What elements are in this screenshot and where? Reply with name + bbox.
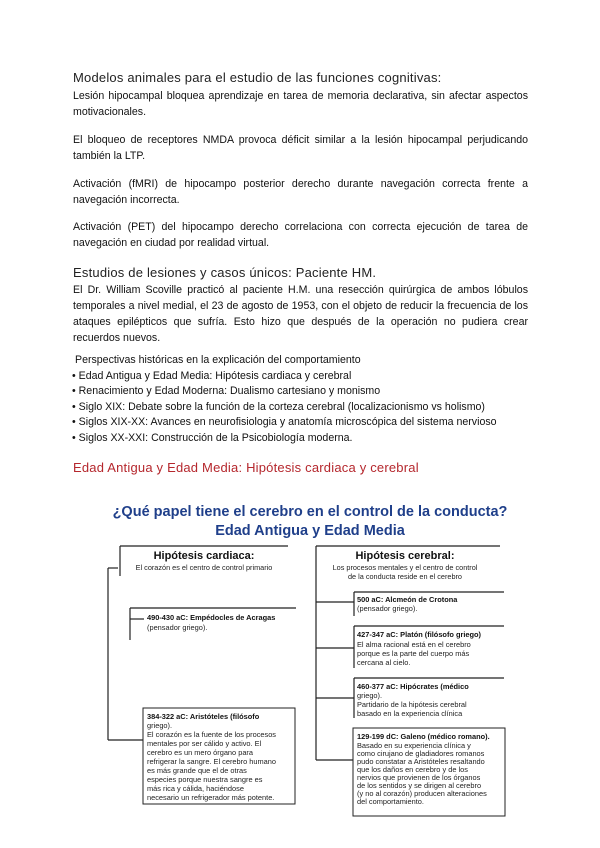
section-title-animal-models: Modelos animales para el estudio de las funciones cognitivas: bbox=[73, 70, 442, 85]
paragraph-fmri: Activación (fMRI) de hipocampo posterior derecho durante navegación correcta frente a navegación incorrecta. bbox=[73, 178, 528, 206]
aristotle-text: griego). El corazón es la fuente de los procesos mentales por ser cálido y activo. El cerebro es un mero órgano para refrigerar la sangre. El cerebro humano es más grande que el de otras especies porque nuestra sangre es más rica y cálida, haciéndose necesario un refrigerador más potente. bbox=[147, 721, 277, 802]
cerebral-header: Hipótesis cerebral: bbox=[355, 550, 455, 562]
cerebral-hypothesis-branch bbox=[316, 546, 505, 816]
diagram-title: ¿Qué papel tiene el cerebro en el control de la conducta? bbox=[112, 504, 508, 520]
alcmeon-text: (pensador griego). bbox=[357, 604, 418, 613]
paragraph-pet: Activación (PET) del hipocampo derecho correlaciona con correcta ejecución de tarea de navegación en ciudad por realidad virtual. bbox=[73, 221, 528, 249]
plato-text: El alma racional está en el cerebro porque es la parte del cuerpo más cercana al cielo. bbox=[357, 640, 471, 667]
cerebral-subtitle-1: Los procesos mentales y el centro de control bbox=[332, 563, 478, 572]
paragraph-nmda: El bloqueo de receptores NMDA provoca déficit similar a la lesión hipocampal perjudicando también la LTP. bbox=[73, 134, 528, 162]
alcmeon-title: 500 aC: Alcmeón de Crotona bbox=[357, 595, 458, 604]
cardiac-hypothesis-branch bbox=[108, 546, 296, 804]
list-item: • Edad Antigua y Edad Media: Hipótesis cardiaca y cerebral bbox=[72, 369, 352, 382]
list-heading: Perspectivas históricas en la explicación del comportamiento bbox=[75, 354, 361, 366]
plato-title: 427-347 aC: Platón (filósofo griego) bbox=[357, 630, 482, 639]
paragraph-hippocampal-lesion: Lesión hipocampal bloquea aprendizaje en tarea de memoria declarativa, sin afectar aspectos motivacionales. bbox=[73, 90, 528, 118]
cerebral-subtitle-2: de la conducta reside en el cerebro bbox=[348, 572, 462, 581]
galen-title: 129-199 dC: Galeno (médico romano). bbox=[357, 732, 490, 741]
cardiac-header: Hipótesis cardiaca: bbox=[153, 550, 255, 562]
list-item: • Siglos XIX-XX: Avances en neurofisiologia y anatomía microscópica del sistema nervioso bbox=[72, 416, 497, 428]
section-title-hm: Estudios de lesiones y casos únicos: Paciente HM. bbox=[73, 265, 377, 280]
paragraph-hm: El Dr. William Scoville practicó al paciente H.M. una resección quirúrgica de ambos lóbulos temporales a nivel medial, el 23 de agosto de 1953, con el objeto de reducir la frecuencia de los ataques epilépticos que sufría. Esto hizo que después de la operación no pudiera crear recuerdos nuevos. bbox=[73, 284, 528, 344]
galen-text: Basado en su experiencia clínica y como cirujano de gladiadores romanos pudo constatar a Aristóteles resaltando que los daños en cerebro y de los nervios que provienen de los órganos de los sentidos y se dirigen al cerebro (y no al corazón) producen alteraciones del comportamiento. bbox=[357, 741, 487, 806]
list-item: • Siglos XX-XXI: Construcción de la Psicobiología moderna. bbox=[72, 431, 353, 444]
brain-behavior-diagram bbox=[0, 490, 600, 840]
section-title-antiquity: Edad Antigua y Edad Media: Hipótesis cardiaca y cerebral bbox=[73, 460, 419, 475]
aristotle-title: 384-322 aC: Aristóteles (filósofo bbox=[147, 712, 260, 721]
empedocles-title: 490-430 aC: Empédocles de Acragas bbox=[147, 613, 276, 622]
list-item: • Renacimiento y Edad Moderna: Dualismo cartesiano y monismo bbox=[72, 385, 381, 397]
cardiac-subtitle: El corazón es el centro de control primario bbox=[135, 563, 273, 572]
hippocrates-title: 460-377 aC: Hipócrates (médico bbox=[357, 682, 469, 691]
historical-perspectives-list bbox=[72, 353, 542, 446]
list-item: • Siglo XIX: Debate sobre la función de la corteza cerebral (localizacionismo vs holismo) bbox=[72, 400, 485, 413]
empedocles-text: (pensador griego). bbox=[147, 623, 208, 632]
diagram-subtitle: Edad Antigua y Edad Media bbox=[215, 523, 405, 539]
hippocrates-text: griego). Partidario de la hipótesis cerebral basado en la experiencia clínica bbox=[357, 691, 467, 718]
